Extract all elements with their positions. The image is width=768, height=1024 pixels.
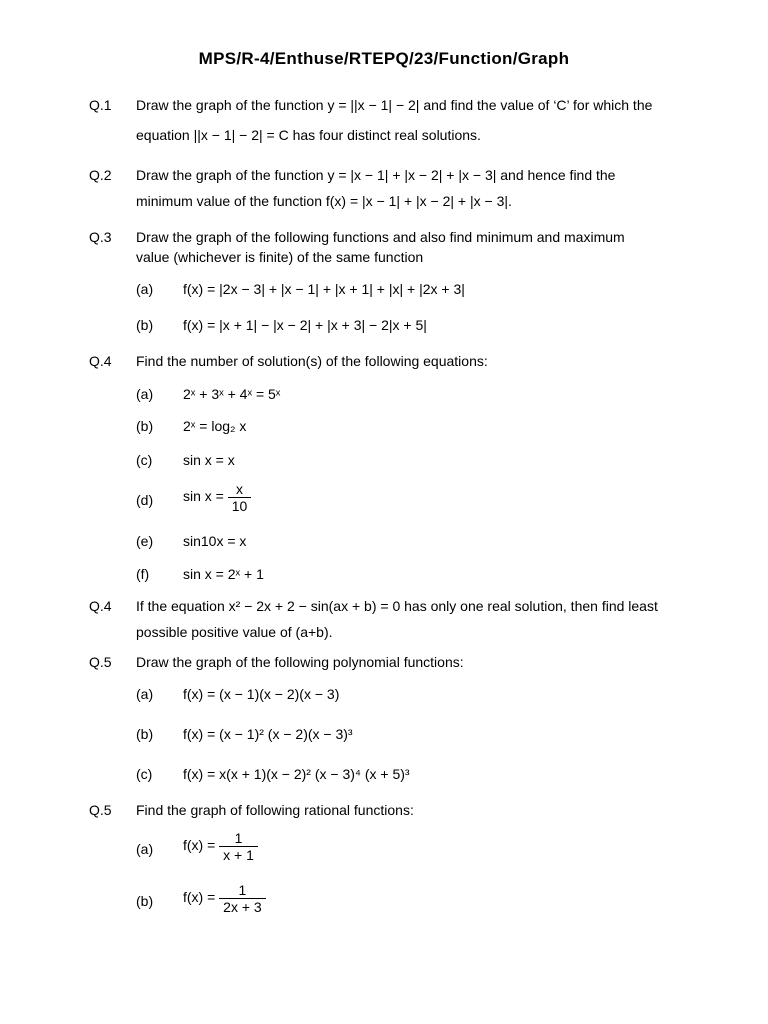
- question-text-part: equation: [136, 127, 190, 143]
- part-label: (b): [136, 317, 154, 333]
- equation: sin x = 2ˣ + 1: [183, 566, 264, 582]
- equation: [183, 481, 251, 514]
- fraction: [219, 882, 266, 915]
- fraction: [228, 481, 252, 514]
- equation: f(x) = (x − 1)² (x − 2)(x − 3)³: [183, 726, 353, 742]
- equation: f(x) = |x + 1| − |x − 2| + |x + 3| − 2|x + 5|: [183, 317, 427, 333]
- part-label: (a): [136, 686, 154, 702]
- question-number: Q.4: [89, 598, 112, 614]
- question-text: [136, 598, 658, 614]
- question-text: [136, 97, 652, 113]
- equation-lhs: f(x) =: [183, 837, 216, 854]
- question-text: Draw the graph of the following polynomial functions:: [136, 654, 464, 670]
- equation-lhs: sin x =: [183, 488, 224, 505]
- page-title: MPS/R-4/Enthuse/RTEPQ/23/Function/Graph: [198, 49, 570, 68]
- part-label: (a): [136, 841, 154, 857]
- part-label: (e): [136, 533, 154, 549]
- equation: y = ||x − 1| − 2|: [327, 97, 420, 113]
- question-text-part: If the equation: [136, 598, 225, 614]
- part-label: (f): [136, 566, 150, 582]
- fraction: [219, 830, 258, 863]
- equation: sin10x = x: [183, 533, 247, 549]
- question-text-part: Draw the graph of the function: [136, 97, 324, 113]
- fraction-numerator: 1: [234, 830, 243, 846]
- equation: f(x) = x(x + 1)(x − 2)² (x − 3)⁴ (x + 5)³: [183, 766, 410, 782]
- question-text: Find the number of solution(s) of the following equations:: [136, 353, 488, 369]
- question-number: Q.1: [89, 97, 112, 113]
- question-text: Find the graph of following rational functions:: [136, 802, 414, 818]
- question-text: [136, 127, 481, 143]
- fraction-numerator: 1: [238, 882, 247, 898]
- equation: sin x = x: [183, 452, 235, 468]
- part-label: (b): [136, 726, 154, 742]
- question-text: Draw the graph of the following functions and also find minimum and maximum: [136, 229, 625, 245]
- question-text-part: has four distinct real solutions.: [292, 127, 481, 143]
- fraction-denominator: 10: [228, 497, 252, 514]
- equation: [183, 882, 266, 915]
- equation: ||x − 1| − 2| = C: [193, 127, 289, 143]
- equation: f(x) = (x − 1)(x − 2)(x − 3): [183, 686, 340, 702]
- part-label: (c): [136, 766, 153, 782]
- equation: y = |x − 1| + |x − 2| + |x − 3|: [327, 167, 497, 183]
- question-text: [136, 193, 512, 209]
- equation: x² − 2x + 2 − sin(ax + b) = 0: [228, 598, 401, 614]
- question-text-part: Draw the graph of the function: [136, 167, 324, 183]
- question-text: possible positive value of (a+b).: [136, 624, 333, 640]
- question-text-part: and hence find the: [500, 167, 616, 183]
- question-text-part: minimum value of the function: [136, 193, 322, 209]
- part-label: (a): [136, 281, 154, 297]
- part-label: (a): [136, 386, 154, 402]
- equation: f(x) = |2x − 3| + |x − 1| + |x + 1| + |x| + |2x + 3|: [183, 281, 465, 297]
- fraction-denominator: 2x + 3: [219, 898, 266, 915]
- part-label: (b): [136, 418, 154, 434]
- fraction-denominator: x + 1: [219, 846, 258, 863]
- equation: 2ˣ = log₂ x: [183, 418, 247, 434]
- question-text: [136, 167, 615, 183]
- question-text-part: has only one real solution, then find least: [404, 598, 658, 614]
- equation: 2ˣ + 3ˣ + 4ˣ = 5ˣ: [183, 386, 281, 402]
- equation-lhs: f(x) =: [183, 889, 216, 906]
- question-number: Q.3: [89, 229, 112, 245]
- part-label: (b): [136, 893, 154, 909]
- question-text-part: and find the value of ‘C’ for which the: [423, 97, 653, 113]
- question-number: Q.2: [89, 167, 112, 183]
- equation: f(x) = |x − 1| + |x − 2| + |x − 3|.: [325, 193, 512, 209]
- question-number: Q.5: [89, 654, 112, 670]
- fraction-numerator: x: [236, 481, 244, 497]
- part-label: (d): [136, 492, 154, 508]
- question-number: Q.5: [89, 802, 112, 818]
- question-text: value (whichever is finite) of the same function: [136, 249, 424, 265]
- question-number: Q.4: [89, 353, 112, 369]
- part-label: (c): [136, 452, 153, 468]
- equation: [183, 830, 258, 863]
